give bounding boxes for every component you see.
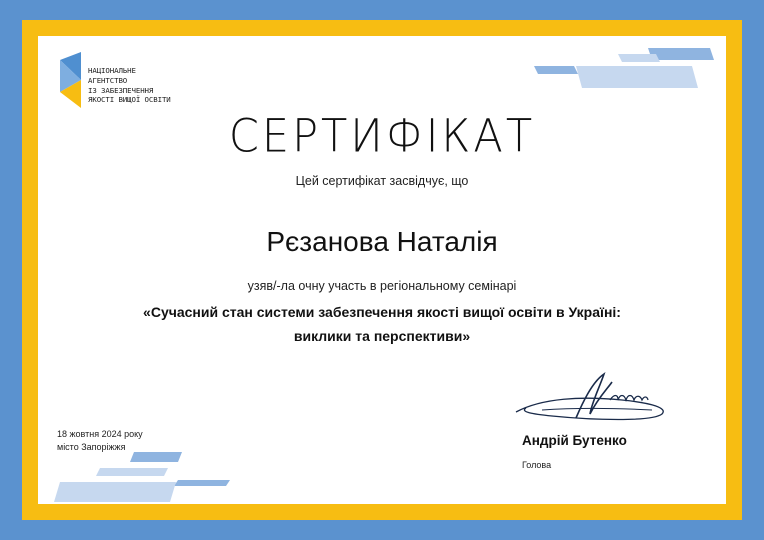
handwritten-signature bbox=[512, 368, 672, 428]
org-line-1: НАЦІОНАЛЬНЕ bbox=[88, 66, 136, 75]
bottom-decoration bbox=[38, 446, 238, 504]
seminar-title bbox=[38, 300, 726, 348]
certifies-text: Цей сертифікат засвідчує, що bbox=[295, 174, 469, 188]
seminar-title-line-2: виклики та перспективи» bbox=[293, 328, 471, 344]
org-line-4: ЯКОСТІ ВИЩОЇ ОСВІТИ bbox=[88, 95, 171, 105]
org-line-3: ІЗ ЗАБЕЗПЕЧЕННЯ bbox=[88, 85, 154, 95]
certificate-sheet bbox=[38, 36, 726, 504]
top-decoration bbox=[528, 36, 726, 96]
issue-date: 18 жовтня 2024 року bbox=[57, 429, 143, 439]
signer-position: Голова bbox=[522, 460, 552, 470]
date-place bbox=[57, 428, 143, 454]
seminar-title-line-1: «Сучасний стан системи забезпечення якості вищої освіти в Україні: bbox=[143, 304, 621, 320]
certificate-title: СЕРТИФІКАТ bbox=[228, 110, 536, 164]
participation-text: узяв/-ла очну участь в регіональному семінарі bbox=[247, 279, 517, 293]
org-line-2: АГЕНТСТВО bbox=[88, 75, 128, 85]
signer-name: Андрій Бутенко bbox=[522, 433, 627, 448]
recipient-name: Рєзанова Наталія bbox=[266, 226, 498, 257]
organization-name bbox=[88, 66, 171, 105]
issue-city: місто Запоріжжя bbox=[57, 442, 126, 452]
